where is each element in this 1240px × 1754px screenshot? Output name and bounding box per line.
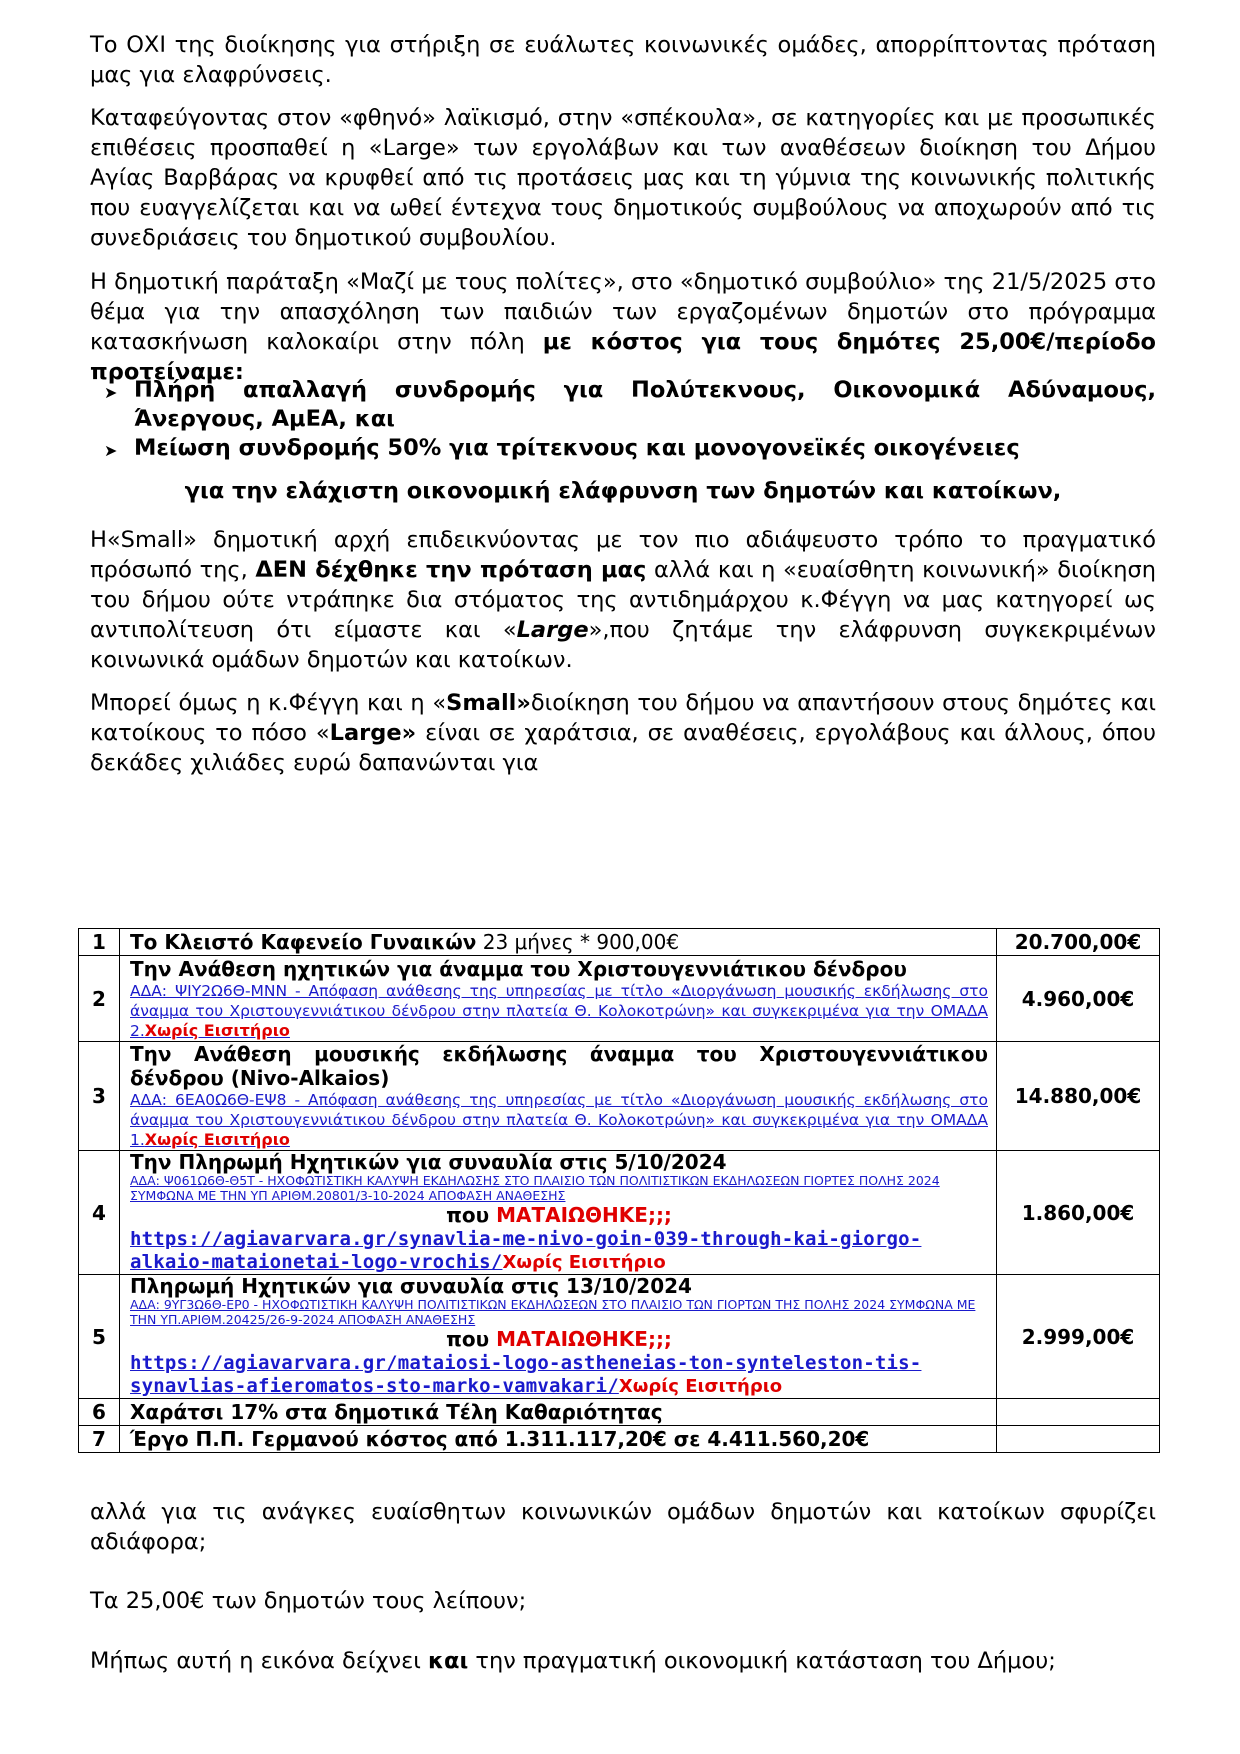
bullet-text: Πλήρη απαλλαγή συνδρομής για Πολύτεκνους, Οικονομικά Αδύναμους, Άνεργους, ΑμΕΑ, και	[134, 377, 1156, 432]
question-text-3: είναι σε χαράτσια, σε αναθέσεις, εργολάβους και άλλους, όπου δεκάδες χιλιάδες ευρώ δαπανώνται για	[90, 720, 1156, 776]
row-number: 5	[79, 1275, 120, 1399]
proposal-bullet-list	[104, 376, 1156, 465]
row-number: 1	[79, 929, 120, 956]
small-authority-text: Η«Small» δημοτική αρχή επιδεικνύοντας με τον πιο αδιάψευστο τρόπο το πραγματικό πρόσωπό της,	[90, 527, 1156, 583]
ada-link[interactable]: ΑΔΑ: 9ΥΓ3Ω6Θ-ΕΡ0 - ΗΧΟΦΩΤΙΣΤΙΚΗ ΚΑΛΥΨΗ ΠΟΛΙΤΙΣΤΙΚΩΝ ΕΚΔΗΛΩΣΕΩΝ ΣΤΟ ΠΛΑΙΣΙΟ ΤΩΝ ΓΙΟΡΤΩΝ ΤΗΣ ΠΟΛΗΣ 2024 ΣΥΜΦΩΝΑ ΜΕ ΤΗΝ ΥΠ.ΑΡΙΘΜ.20425/26-9-2024 ΑΠΟΦΑΣΗ ΑΝΑΘΕΣΗΣ	[130, 1297, 976, 1327]
intro-text: Το ΟΧΙ της διοίκησης για στήριξη σε ευάλωτες κοινωνικές ομάδες, απορρίπτοντας πρόταση μας για ελαφρύνσεις.	[90, 32, 1156, 88]
cancelled-prefix: που	[446, 1203, 497, 1227]
no-ticket-label: Χωρίς Εισιτήριο	[618, 1376, 783, 1397]
paragraph-small-authority	[90, 525, 1156, 675]
question-text-2: διοίκηση του δήμου να απαντήσουν στους δημότες και κατοίκους το πόσο «	[90, 690, 1156, 746]
paragraph-indifference	[90, 1497, 1156, 1557]
news-link[interactable]: https://agiavarvara.gr/mataiosi-logo-astheneias-ton-synteleston-tis-synavlias-afieromatos-sto-marko-vamvakari/	[130, 1352, 922, 1397]
ada-link[interactable]: ΑΔΑ: Ψ061Ω6Θ-Θ5Τ - ΗΧΟΦΩΤΙΣΤΙΚΗ ΚΑΛΥΨΗ ΕΚΔΗΛΩΣΗΣ ΣΤΟ ΠΛΑΙΣΙΟ ΤΩΝ ΠΟΛΙΤΙΣΤΙΚΩΝ ΕΚΔΗΛΩΣΕΩΝ ΓΙΟΡΤΕΣ ΠΟΛΗΣ 2024 ΣΥΜΦΩΝΑ ΜΕ ΤΗΝ ΥΠ ΑΡΙΘΜ.20801/3-10-2024 ΑΠΟΦΑΣΗ ΑΝΑΘΕΣΗΣ	[130, 1173, 940, 1203]
financial-state-text-2: την πραγματική οικονομική κατάσταση του Δήμου;	[468, 1648, 1056, 1674]
paragraph-proposal	[90, 267, 1156, 387]
row-amount	[997, 1426, 1160, 1453]
row-number: 4	[79, 1151, 120, 1275]
row-description	[120, 1042, 997, 1151]
news-link[interactable]: https://agiavarvara.gr/synavlia-me-nivo-goin-039-through-kai-giorgo-alkaio-mataionetai-logo-vrochis/	[130, 1228, 922, 1273]
paragraph-missing-money	[90, 1586, 1156, 1616]
row-amount: 20.700,00€	[997, 929, 1160, 956]
expenses-table	[78, 928, 1160, 1453]
cancelled-label: ΜΑΤΑΙΩΘΗΚΕ;;;	[496, 1203, 672, 1227]
ada-reference	[130, 981, 988, 1041]
row-amount: 4.960,00€	[997, 956, 1160, 1042]
ada-link[interactable]: ΑΔΑ: 6ΕΑ0Ω6Θ-ΕΨ8 - Απόφαση ανάθεσης της υπηρεσίας με τίτλο «Διοργάνωση μουσικής εκδήλωσης στο άναμμα του Χριστουγεννιάτικου δένδρου στην πλατεία Θ. Κολοκοτρώνη» και συγκεκριμένα για την ΟΜΑΔΑ 1.	[130, 1091, 988, 1149]
row-title: Έργο Π.Π. Γερμανού κόστος από 1.311.117,20€ σε 4.411.560,20€	[120, 1426, 997, 1453]
news-link-line	[130, 1227, 988, 1274]
cancelled-note	[130, 1327, 988, 1351]
row-description	[120, 1275, 997, 1399]
paragraph-financial-state	[90, 1646, 1156, 1676]
row-number: 3	[79, 1042, 120, 1151]
no-ticket-label: Χωρίς Εισιτήριο	[144, 1020, 290, 1040]
bullet-item	[104, 434, 1156, 465]
row-title: Χαράτσι 17% στα δημοτικά Τέλη Καθαριότητας	[120, 1399, 997, 1426]
row-title: Την Πληρωμή Ηχητικών για συναυλία στις 5/10/2024	[130, 1150, 727, 1174]
ada-link[interactable]: ΑΔΑ: ΨΙΥ2Ω6Θ-ΜΝΝ - Απόφαση ανάθεσης της υπηρεσίας με τίτλο «Διοργάνωση μουσικής εκδήλωσης στο άναμμα του Χριστουγεννιάτικου δένδρου στην πλατεία Θ. Κολοκοτρώνη» και συγκεκριμένα για την ΟΜΑΔΑ 2.	[130, 981, 988, 1040]
large-bold-text: Large»	[329, 720, 417, 746]
relief-centered-line	[90, 476, 1156, 506]
indifference-text: αλλά για τις ανάγκες ευαίσθητων κοινωνικών ομάδων δημοτών και κατοίκων σφυρίζει αδιάφορα;	[90, 1499, 1156, 1555]
row-description	[120, 956, 997, 1042]
no-ticket-label: Χωρίς Εισιτήριο	[144, 1130, 290, 1149]
proposal-bold-text: με κόστος για τους δημότες 25,00€/περίοδο προτείναμε:	[90, 329, 1157, 385]
row-number: 6	[79, 1399, 120, 1426]
row-amount: 14.880,00€	[997, 1042, 1160, 1151]
row-amount	[997, 1399, 1160, 1426]
relief-text: για την ελάχιστη οικονομική ελάφρυνση των δημοτών και κατοίκων,	[184, 478, 1062, 504]
table-row	[79, 956, 1160, 1042]
financial-state-text: Μήπως αυτή η εικόνα δείχνει	[90, 1648, 429, 1674]
row-amount: 2.999,00€	[997, 1275, 1160, 1399]
table-row	[79, 1151, 1160, 1275]
bullet-item	[104, 376, 1156, 434]
rejected-bold-text: ΔΕΝ δέχθηκε την πρόταση μας	[255, 557, 647, 583]
row-number: 2	[79, 956, 120, 1042]
proposal-text: Η δημοτική παράταξη «Μαζί με τους πολίτες», στο «δημοτικό συμβούλιο» της 21/5/2025 στο θέμα για την απασχόληση των παιδιών των εργαζομένων δημοτών στο πρόγραμμα κατασκήνωση καλοκαίρι στην πόλη	[90, 269, 1156, 355]
financial-state-bold: και	[428, 1648, 469, 1674]
row-title-detail: 23 μήνες * 900,00€	[476, 930, 680, 954]
ada-reference	[130, 1090, 988, 1150]
table-row	[79, 1399, 1160, 1426]
question-text: Μπορεί όμως η κ.Φέγγη και η «	[90, 690, 447, 716]
row-title: Πληρωμή Ηχητικών για συναυλία στις 13/10/2024	[130, 1274, 692, 1298]
small-bold-text: Small»	[446, 690, 531, 716]
table-row	[79, 1426, 1160, 1453]
paragraph-populism	[90, 103, 1156, 253]
large-italic-text: Large	[516, 617, 589, 643]
row-number: 7	[79, 1426, 120, 1453]
row-description	[120, 929, 997, 956]
row-amount: 1.860,00€	[997, 1151, 1160, 1275]
news-link-line	[130, 1351, 988, 1398]
cancelled-prefix: που	[446, 1327, 497, 1351]
row-title: Την Ανάθεση ηχητικών για άναμμα του Χριστουγεννιάτικου δένδρου	[130, 956, 907, 981]
paragraph-question	[90, 688, 1156, 778]
cancelled-note	[130, 1203, 988, 1227]
small-authority-text-3: »,που ζητάμε την ελάφρυνση συγκεκριμένων κοινωνικά ομάδων δημοτών και κατοίκων.	[90, 617, 1156, 673]
table-row	[79, 1042, 1160, 1151]
cancelled-label: ΜΑΤΑΙΩΘΗΚΕ;;;	[496, 1327, 672, 1351]
row-title: Το Κλειστό Καφενείο Γυναικών	[130, 930, 477, 954]
bullet-text: Μείωση συνδρομής 50% για τρίτεκνους και μονογονεϊκές οικογένειες	[134, 435, 1020, 461]
no-ticket-label: Χωρίς Εισιτήριο	[502, 1252, 666, 1273]
row-description	[120, 1151, 997, 1275]
paragraph-intro	[90, 30, 1156, 90]
arrow-bullet-icon: ➤	[104, 441, 118, 460]
row-title: Την Ανάθεση μουσικής εκδήλωσης άναμμα του Χριστουγεννιάτικου δένδρου (Nivo-Alkaios)	[130, 1042, 988, 1090]
missing-money-text: Τα 25,00€ των δημοτών τους λείπουν;	[90, 1588, 527, 1614]
table-row	[79, 1275, 1160, 1399]
small-authority-text-2: αλλά και η «ευαίσθητη κοινωνική» διοίκηση του δήμου ούτε ντράπηκε δια στόματος της αντιδημάρχου κ.Φέγγη να μας κατηγορεί ως αντιπολίτευση ότι είμαστε και «	[90, 557, 1156, 643]
arrow-bullet-icon: ➤	[104, 383, 118, 402]
table-row	[79, 929, 1160, 956]
populism-text: Καταφεύγοντας στον «φθηνό» λαϊκισμό, στην «σπέκουλα», σε κατηγορίες και με προσωπικές επιθέσεις προσπαθεί η «Large» των εργολάβων και των αναθέσεων διοίκηση του Δήμου Αγίας Βαρβάρας να κρυφθεί από τις προτάσεις μας και τη γύμνια της κοινωνικής πολιτικής που ευαγγελίζεται και να ωθεί έντεχνα τους δημοτικούς συμβούλους να αποχωρούν από τις συνεδριάσεις του δημοτικού συμβουλίου.	[90, 105, 1156, 251]
